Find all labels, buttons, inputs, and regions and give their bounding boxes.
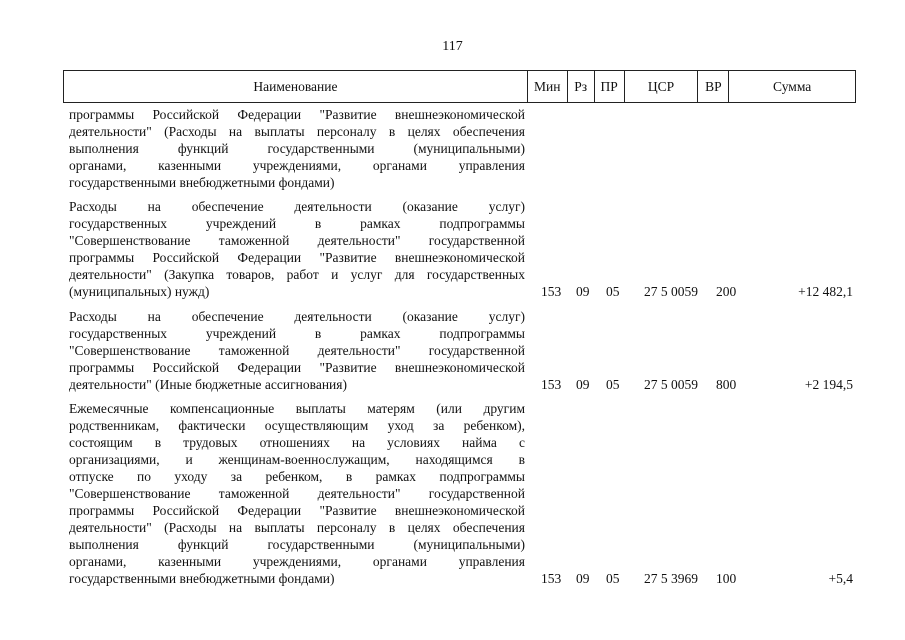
row-name-line: "Совершенствование таможенной деятельности" государственной [69,486,525,501]
row-name-line: программы Российской Федерации "Развитие внешнеэкономической [69,360,525,375]
row-name-line: выполнения функций государственными (муниципальными) [69,141,525,156]
row-name-line: "Совершенствование таможенной деятельности" государственной [69,343,525,358]
row-vr: 800 [716,377,737,392]
row-name [69,106,525,191]
row-name-line: программы Российской Федерации "Развитие внешнеэкономической [69,107,525,122]
row-rz: 09 [576,284,590,299]
page-number: 117 [442,39,463,54]
row-name-line: (муниципальных) нужд) [69,284,210,299]
row-min: 153 [541,377,562,392]
row-name [69,308,525,393]
header-vr: ВР [698,71,729,102]
row-name-line: органами, казенными учреждениями, органами управления [69,158,525,173]
row-name-line: Расходы на обеспечение деятельности (оказание услуг) [69,199,525,214]
row-vr: 200 [716,284,737,299]
row-name-line: государственных учреждений в рамках подпрограммы [69,326,525,341]
row-name-line: государственными внебюджетными фондами) [69,175,335,190]
header-rz: Рз [568,71,595,102]
header-pr: ПР [595,71,625,102]
row-name-line: Расходы на обеспечение деятельности (оказание услуг) [69,309,525,324]
header-sum: Сумма [773,78,812,94]
row-name-line: деятельности" (Расходы на выплаты персоналу в целях обеспечения [69,520,525,535]
row-pr: 05 [606,571,620,586]
header-name: Наименование [64,71,528,102]
row-name-line: программы Российской Федерации "Развитие внешнеэкономической [69,503,525,518]
header-min: Мин [528,71,568,102]
row-name-line: отпуске по уходу за ребенком, в рамках подпрограммы [69,469,525,484]
row-name-line: деятельности" (Закупка товаров, работ и услуг для государственных [69,267,525,282]
row-sum: +2 194,5 [804,377,853,392]
row-name-line: организациями, и женщинам-военнослужащим, находящимся в [69,452,525,467]
row-name-line: родственникам, фактически осуществляющим уход за ребенком), [69,418,525,433]
row-rz: 09 [576,571,590,586]
row-pr: 05 [606,377,620,392]
row-name-line: деятельности" (Расходы на выплаты персоналу в целях обеспечения [69,124,525,139]
row-name [69,198,525,300]
table-header [63,70,856,103]
row-pr: 05 [606,284,620,299]
row-name-line: "Совершенствование таможенной деятельности" государственной [69,233,525,248]
row-sum: +12 482,1 [798,284,853,299]
row-rz: 09 [576,377,590,392]
row-name [69,400,525,587]
row-min: 153 [541,284,562,299]
row-name-line: состоящим в трудовых отношениях на условиях найма с [69,435,525,450]
row-vr: 100 [716,571,737,586]
row-name-line: органами, казенными учреждениями, органами управления [69,554,525,569]
row-name-line: Ежемесячные компенсационные выплаты матерям (или другим [69,401,525,416]
row-name-line: программы Российской Федерации "Развитие внешнеэкономической [69,250,525,265]
row-csr: 27 5 0059 [644,284,698,299]
row-min: 153 [541,571,562,586]
row-name-line: деятельности" (Иные бюджетные ассигнования) [69,377,347,392]
row-sum: +5,4 [828,571,853,586]
row-csr: 27 5 0059 [644,377,698,392]
header-csr: ЦСР [625,71,699,102]
row-name-line: государственными внебюджетными фондами) [69,571,335,586]
row-csr: 27 5 3969 [644,571,698,586]
row-name-line: выполнения функций государственными (муниципальными) [69,537,525,552]
row-name-line: государственных учреждений в рамках подпрограммы [69,216,525,231]
